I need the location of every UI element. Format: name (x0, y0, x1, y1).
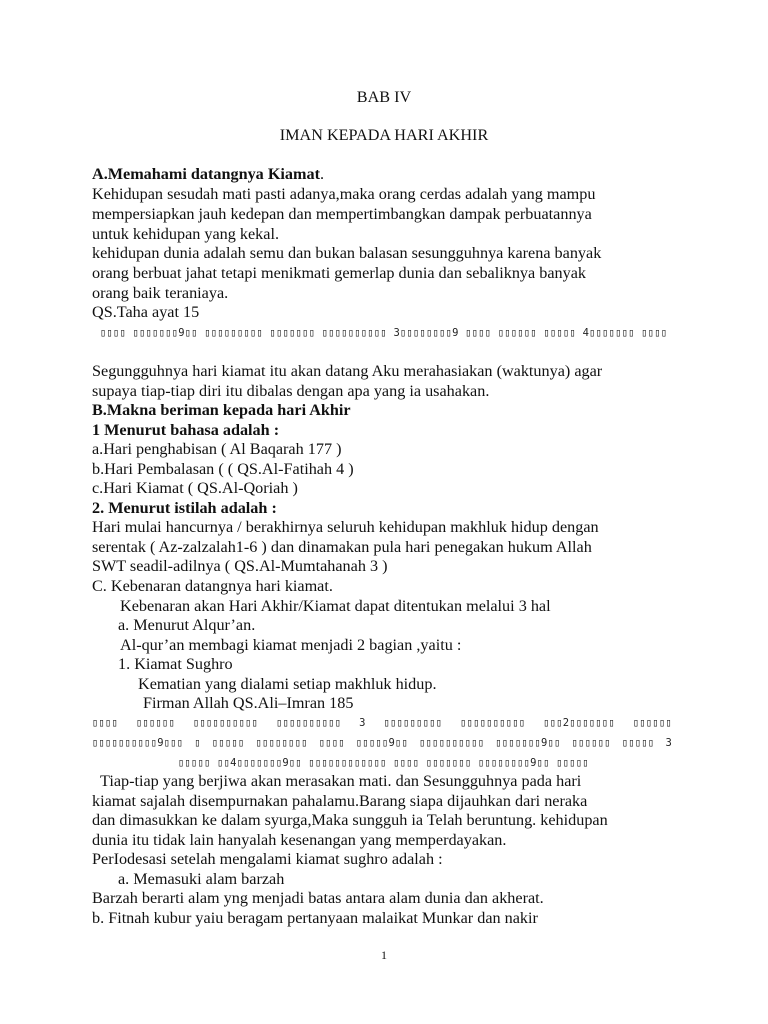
translation-line: Tiap-tiap yang berjiwa akan merasakan mati. dan Sesungguhnya pada hari (100, 772, 582, 790)
definition-line: SWT seadil-adilnya ( QS.Al-Mumtahanah 3 ) (92, 557, 388, 575)
death-line: Kematian yang dialami setiap makhluk hidup. (138, 675, 437, 693)
arabic-verse: ▯▯▯▯ ▯▯▯▯▯▯ ▯▯▯▯▯▯▯▯▯▯ ▯▯▯▯▯▯▯▯▯▯ 3 ▯▯▯▯▯▯▯▯▯ ▯▯▯▯▯▯▯▯▯▯ ▯▯▯2▯▯▯▯▯▯▯ ▯▯▯▯▯▯ (92, 717, 672, 729)
translation-line: kiamat sajalah disempurnakan pahalamu.Barang siapa dijauhkan dari neraka (92, 792, 588, 810)
section-b-heading: B.Makna beriman kepada hari Akhir (92, 401, 351, 419)
list-item: b. Fitnah kubur yaiu beragam pertanyaan malaikat Munkar dan nakir (92, 909, 538, 927)
translation-line: dunia itu tidak lain hanyalah kesenangan yang memperdayakan. (92, 831, 507, 849)
section-a-heading-text: A.Memahami datangnya Kiamat (92, 165, 320, 183)
translation-line: supaya tiap-tiap diri itu dibalas dengan apa yang ia usahakan. (92, 382, 490, 400)
section-c-intro: Kebenaran akan Hari Akhir/Kiamat dapat ditentukan melalui 3 hal (120, 597, 551, 615)
quran-line: Al-qur’an membagi kiamat menjadi 2 bagian ,yaitu : (120, 636, 462, 654)
arabic-verse: ▯▯▯▯ ▯▯▯▯▯▯▯9▯▯ ▯▯▯▯▯▯▯▯▯ ▯▯▯▯▯▯▯ ▯▯▯▯▯▯▯▯▯▯ 3▯▯▯▯▯▯▯▯9 ▯▯▯▯ ▯▯▯▯▯▯ ▯▯▯▯▯ 4▯▯▯▯▯▯▯ ▯▯▯▯ (100, 327, 668, 339)
translation-line: Segungguhnya hari kiamat itu akan datang Aku merahasiakan (waktunya) agar (92, 362, 603, 380)
list-item: b.Hari Pembalasan ( ( QS.Al-Fatihah 4 ) (92, 460, 354, 478)
paragraph-line: untuk kehidupan yang kekal. (92, 225, 280, 243)
section-b-sub1: 1 Menurut bahasa adalah : (92, 421, 280, 439)
section-a-heading-dot: . (319, 165, 325, 183)
section-a-heading (92, 165, 324, 184)
paragraph-line: mempersiapkan jauh kedepan dan mempertimbangkan dampak perbuatannya (92, 205, 592, 223)
translation-line: dan dimasukkan ke dalam syurga,Maka sungguh ia Telah beruntung. kehidupan (92, 811, 608, 829)
section-c-heading: C. Kebenaran datangnya hari kiamat. (92, 577, 333, 595)
chapter-label: BAB IV (356, 88, 412, 106)
page-number: 1 (381, 948, 387, 962)
list-item: 1. Kiamat Sughro (118, 655, 233, 673)
firman-line: Firman Allah QS.Ali–Imran 185 (143, 694, 354, 712)
paragraph-line: kehidupan dunia adalah semu dan bukan balasan sesungguhnya karena banyak (92, 244, 602, 262)
periodization-line: PerIodesasi setelah mengalami kiamat sughro adalah : (92, 850, 443, 868)
verse-reference: QS.Taha ayat 15 (92, 303, 200, 321)
definition-line: serentak ( Az-zalzalah1-6 ) dan dinamakan pula hari penegakan hukum Allah (92, 538, 592, 556)
arabic-verse: ▯▯▯▯▯ ▯▯4▯▯▯▯▯▯▯9▯▯ ▯▯▯▯▯▯▯▯▯▯▯▯ ▯▯▯▯ ▯▯▯▯▯▯▯ ▯▯▯▯▯▯▯▯9▯▯ ▯▯▯▯▯ (178, 757, 589, 769)
section-b-sub2: 2. Menurut istilah adalah : (92, 499, 277, 517)
list-item: a. Menurut Alqur’an. (118, 616, 256, 634)
list-item: c.Hari Kiamat ( QS.Al-Qoriah ) (92, 479, 298, 497)
arabic-verse: ▯▯▯▯▯▯▯▯▯▯9▯▯▯ ▯ ▯▯▯▯▯ ▯▯▯▯▯▯▯▯ ▯▯▯▯ ▯▯▯▯▯9▯▯ ▯▯▯▯▯▯▯▯▯▯ ▯▯▯▯▯▯▯9▯▯ ▯▯▯▯▯▯ ▯▯▯▯▯ 3 (92, 737, 672, 749)
paragraph-line: Kehidupan sesudah mati pasti adanya,maka orang cerdas adalah yang mampu (92, 185, 596, 203)
list-item: a. Memasuki alam barzah (118, 870, 285, 888)
barzah-line: Barzah berarti alam yng menjadi batas antara alam dunia dan akherat. (92, 889, 544, 907)
paragraph-line: orang baik teraniaya. (92, 284, 229, 302)
page-title: IMAN KEPADA HARI AKHIR (279, 126, 489, 144)
list-item: a.Hari penghabisan ( Al Baqarah 177 ) (92, 440, 342, 458)
paragraph-line: orang berbuat jahat tetapi menikmati gemerlap dunia dan sebaliknya banyak (92, 264, 586, 282)
definition-line: Hari mulai hancurnya / berakhirnya seluruh kehidupan makhluk hidup dengan (92, 518, 599, 536)
